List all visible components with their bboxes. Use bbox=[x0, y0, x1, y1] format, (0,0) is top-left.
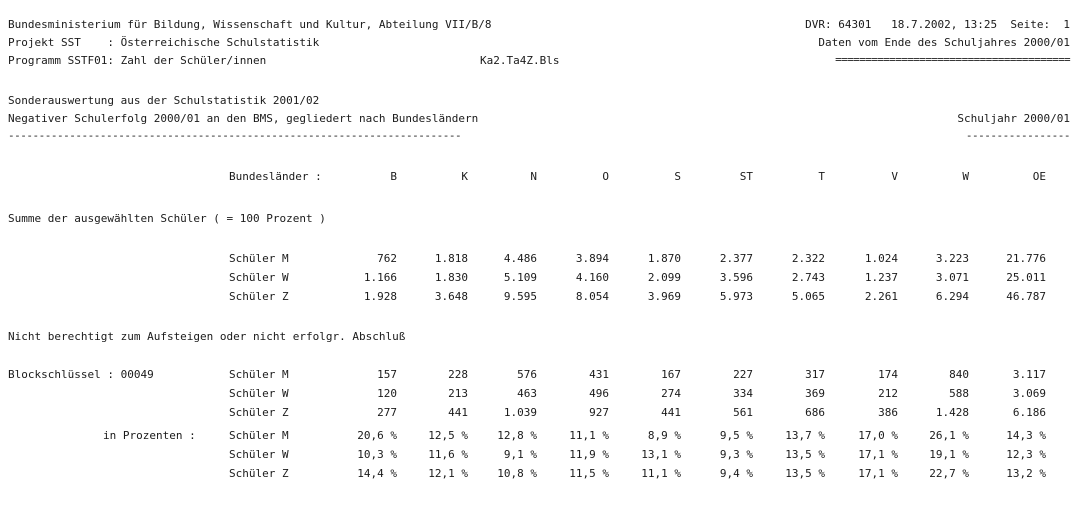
table-cell: 13,1 % bbox=[641, 448, 681, 461]
table-cell: 2.322 bbox=[791, 252, 825, 265]
row-label: Schüler Z bbox=[229, 406, 289, 419]
table-cell: 1.870 bbox=[647, 252, 681, 265]
table-cell: 6.294 bbox=[935, 290, 969, 303]
title-separator-right: ----------------- bbox=[965, 129, 1070, 142]
ministry-line: Bundesministerium für Bildung, Wissenschaft und Kultur, Abteilung VII/B/8 bbox=[8, 18, 492, 31]
table-cell: 13,5 % bbox=[785, 448, 825, 461]
table-cell: 431 bbox=[589, 368, 609, 381]
table-cell: 8,9 % bbox=[647, 429, 681, 442]
row-label: Schüler M bbox=[229, 252, 289, 265]
table-cell: 561 bbox=[733, 406, 753, 419]
row-label: Schüler Z bbox=[229, 467, 289, 480]
table-cell: 20,6 % bbox=[357, 429, 397, 442]
table-cell: 277 bbox=[377, 406, 397, 419]
table-cell: 13,5 % bbox=[785, 467, 825, 480]
table-cell: 441 bbox=[448, 406, 468, 419]
table-cell: 5.973 bbox=[719, 290, 753, 303]
table-cell: 17,1 % bbox=[858, 467, 898, 480]
table-cell: 9,3 % bbox=[719, 448, 753, 461]
table-cell: 4.486 bbox=[503, 252, 537, 265]
table-cell: 576 bbox=[517, 368, 537, 381]
row-label: Schüler W bbox=[229, 387, 289, 400]
row-label: Schüler W bbox=[229, 448, 289, 461]
column-header-w: W bbox=[962, 170, 969, 183]
table-cell: 9,5 % bbox=[719, 429, 753, 442]
table-cell: 8.054 bbox=[575, 290, 609, 303]
table-cell: 1.428 bbox=[935, 406, 969, 419]
table-cell: 212 bbox=[878, 387, 898, 400]
column-header-v: V bbox=[891, 170, 898, 183]
table-cell: 25.011 bbox=[1006, 271, 1046, 284]
table-cell: 21.776 bbox=[1006, 252, 1046, 265]
table-cell: 157 bbox=[377, 368, 397, 381]
table-cell: 12,3 % bbox=[1006, 448, 1046, 461]
data-status: Daten vom Ende des Schuljahres 2000/01 bbox=[818, 36, 1070, 49]
table-cell: 46.787 bbox=[1006, 290, 1046, 303]
table-cell: 22,7 % bbox=[929, 467, 969, 480]
section-title-negative: Nicht berechtigt zum Aufsteigen oder nicht erfolgr. Abschluß bbox=[8, 330, 406, 343]
column-header-k: K bbox=[461, 170, 468, 183]
table-cell: 840 bbox=[949, 368, 969, 381]
table-cell: 3.894 bbox=[575, 252, 609, 265]
column-header-n: N bbox=[530, 170, 537, 183]
table-cell: 17,1 % bbox=[858, 448, 898, 461]
row-label: Schüler M bbox=[229, 368, 289, 381]
table-cell: 4.160 bbox=[575, 271, 609, 284]
table-cell: 11,1 % bbox=[641, 467, 681, 480]
report-title-1: Sonderauswertung aus der Schulstatistik 2001/02 bbox=[8, 94, 320, 107]
table-cell: 9.595 bbox=[503, 290, 537, 303]
percent-label: in Prozenten : bbox=[103, 429, 196, 442]
table-cell: 19,1 % bbox=[929, 448, 969, 461]
table-cell: 9,1 % bbox=[503, 448, 537, 461]
table-cell: 369 bbox=[805, 387, 825, 400]
column-header-st: ST bbox=[739, 170, 753, 183]
table-cell: 13,2 % bbox=[1006, 467, 1046, 480]
table-cell: 213 bbox=[448, 387, 468, 400]
table-cell: 334 bbox=[733, 387, 753, 400]
program-code: Ka2.Ta4Z.Bls bbox=[480, 54, 560, 67]
table-cell: 10,3 % bbox=[357, 448, 397, 461]
table-cell: 1.928 bbox=[363, 290, 397, 303]
table-cell: 1.024 bbox=[864, 252, 898, 265]
table-cell: 386 bbox=[878, 406, 898, 419]
header-separator: ======================================= bbox=[835, 53, 1070, 66]
program-line: Programm SSTF01: Zahl der Schüler/innen bbox=[8, 54, 267, 67]
table-cell: 1.830 bbox=[434, 271, 468, 284]
table-cell: 11,6 % bbox=[428, 448, 468, 461]
table-cell: 1.237 bbox=[864, 271, 898, 284]
title-separator-left: -------------------------------------------------------------------------- bbox=[8, 129, 462, 142]
table-cell: 5.065 bbox=[791, 290, 825, 303]
table-cell: 686 bbox=[805, 406, 825, 419]
table-cell: 3.596 bbox=[719, 271, 753, 284]
table-cell: 13,7 % bbox=[785, 429, 825, 442]
table-cell: 12,1 % bbox=[428, 467, 468, 480]
column-header-b: B bbox=[390, 170, 397, 183]
table-cell: 2.743 bbox=[791, 271, 825, 284]
table-cell: 3.117 bbox=[1012, 368, 1046, 381]
table-cell: 274 bbox=[661, 387, 681, 400]
table-cell: 441 bbox=[661, 406, 681, 419]
table-cell: 10,8 % bbox=[497, 467, 537, 480]
table-cell: 2.261 bbox=[864, 290, 898, 303]
table-cell: 2.099 bbox=[647, 271, 681, 284]
table-cell: 227 bbox=[733, 368, 753, 381]
table-cell: 496 bbox=[589, 387, 609, 400]
dvr-date-page: DVR: 64301 18.7.2002, 13:25 Seite: 1 bbox=[805, 18, 1070, 31]
table-cell: 9,4 % bbox=[719, 467, 753, 480]
table-cell: 1.039 bbox=[503, 406, 537, 419]
table-cell: 317 bbox=[805, 368, 825, 381]
table-cell: 11,9 % bbox=[569, 448, 609, 461]
report-title-2: Negativer Schulerfolg 2000/01 an den BMS, gegliedert nach Bundesländern bbox=[8, 112, 479, 125]
school-year: Schuljahr 2000/01 bbox=[957, 112, 1070, 125]
table-cell: 26,1 % bbox=[929, 429, 969, 442]
table-cell: 3.223 bbox=[935, 252, 969, 265]
table-cell: 120 bbox=[377, 387, 397, 400]
table-cell: 3.071 bbox=[935, 271, 969, 284]
table-cell: 2.377 bbox=[719, 252, 753, 265]
row-label: Schüler M bbox=[229, 429, 289, 442]
column-header-o: O bbox=[602, 170, 609, 183]
block-key-label: Blockschlüssel : 00049 bbox=[8, 368, 154, 381]
section-title-sum: Summe der ausgewählten Schüler ( = 100 Prozent ) bbox=[8, 212, 326, 225]
table-cell: 14,4 % bbox=[357, 467, 397, 480]
row-label: Schüler Z bbox=[229, 290, 289, 303]
project-line: Projekt SST : Österreichische Schulstatistik bbox=[8, 36, 320, 49]
table-cell: 6.186 bbox=[1012, 406, 1046, 419]
table-cell: 3.969 bbox=[647, 290, 681, 303]
table-cell: 11,5 % bbox=[569, 467, 609, 480]
table-cell: 3.648 bbox=[434, 290, 468, 303]
table-cell: 927 bbox=[589, 406, 609, 419]
table-cell: 463 bbox=[517, 387, 537, 400]
table-cell: 12,8 % bbox=[497, 429, 537, 442]
table-cell: 5.109 bbox=[503, 271, 537, 284]
table-cell: 12,5 % bbox=[428, 429, 468, 442]
table-cell: 174 bbox=[878, 368, 898, 381]
table-cell: 228 bbox=[448, 368, 468, 381]
table-cell: 588 bbox=[949, 387, 969, 400]
table-cell: 1.818 bbox=[434, 252, 468, 265]
column-header-t: T bbox=[818, 170, 825, 183]
table-cell: 17,0 % bbox=[858, 429, 898, 442]
table-cell: 167 bbox=[661, 368, 681, 381]
table-cell: 762 bbox=[377, 252, 397, 265]
table-cell: 14,3 % bbox=[1006, 429, 1046, 442]
row-label: Schüler W bbox=[229, 271, 289, 284]
table-cell: 3.069 bbox=[1012, 387, 1046, 400]
bundeslaender-label: Bundesländer : bbox=[229, 170, 322, 183]
column-header-oe: OE bbox=[1032, 170, 1046, 183]
column-header-s: S bbox=[674, 170, 681, 183]
table-cell: 11,1 % bbox=[569, 429, 609, 442]
table-cell: 1.166 bbox=[363, 271, 397, 284]
